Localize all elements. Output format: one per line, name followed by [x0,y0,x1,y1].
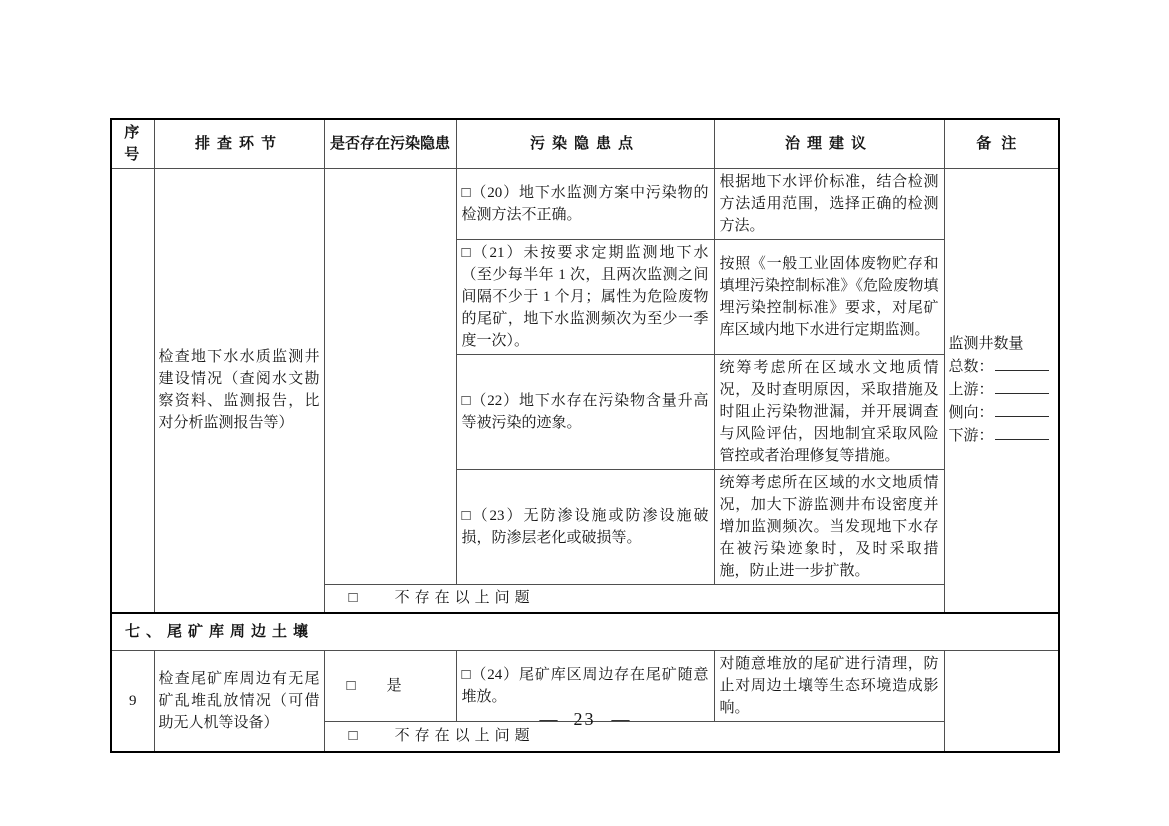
checkbox-icon[interactable]: □ [346,678,356,694]
seq-cell-group1 [111,169,154,613]
issue-text: （22）地下水存在污染物含量升高等被污染的迹象。 [461,393,709,431]
advice-cell-24: 对随意堆放的尾矿进行清理，防止对周边土壤等生态环境造成影响。 [714,651,944,722]
checkbox-icon[interactable]: □ [461,508,473,524]
step-cell-9: 检查尾矿库周边有无尾矿乱堆乱放情况（可借助无人机等设备） [154,651,324,752]
table-header-row [111,119,1059,169]
footer-dash-left: — [539,709,558,729]
checkbox-icon[interactable]: □ [461,185,472,201]
fill-in-blank[interactable] [995,358,1049,371]
checkbox-icon[interactable]: □ [461,245,473,261]
header-advice: 治理建议 [714,119,944,169]
header-seq: 序号 [111,119,154,169]
yes-label: 是 [386,678,402,694]
inspection-checklist-table [110,118,1060,753]
remark-label-total: 总数： [948,358,994,375]
advice-cell-21: 按照《一般工业固体废物贮存和填埋污染控制标准》《危险废物填埋污染控制标准》要求，对尾矿库区域内地下水进行定期监测。 [714,240,944,355]
remark-label-side: 侧向： [948,404,994,421]
seq-cell-9: 9 [111,651,154,752]
issue-text: （20）地下水监测方案中污染物的检测方法不正确。 [461,185,709,223]
fill-in-blank[interactable] [995,427,1049,440]
exists-cell-group1 [324,169,456,585]
table-row [111,169,1059,240]
checkbox-icon[interactable]: □ [348,728,358,745]
step-cell-group1: 检查地下水水质监测井建设情况（查阅水文勘察资料、监测报告，比对分析监测报告等） [154,169,324,613]
no-issue-label: 不存在以上问题 [394,728,535,745]
issue-cell-20 [456,169,714,240]
issue-cell-23 [456,470,714,585]
page-number: — 23 — [0,706,1169,732]
checkbox-icon[interactable]: □ [348,590,358,607]
section-title: 七、尾矿库周边土壤 [111,613,1059,651]
no-issue-cell-group1 [324,585,944,613]
header-issue: 污染隐患点 [456,119,714,169]
checkbox-icon[interactable]: □ [461,667,472,683]
remark-title: 监测井数量 [948,335,1024,352]
issue-text: （24）尾矿库区周边存在尾矿随意堆放。 [461,667,709,705]
advice-cell-23: 统筹考虑所在区域的水文地质情况，加大下游监测井布设密度并增加监测频次。当发现地下水存在被污染迹象时，及时采取措施，防止进一步扩散。 [714,470,944,585]
issue-cell-21 [456,240,714,355]
no-issue-label: 不存在以上问题 [394,590,535,607]
advice-cell-20: 根据地下水评价标准，结合检测方法适用范围，选择正确的检测方法。 [714,169,944,240]
remark-cell-9 [944,651,1059,752]
header-remark: 备注 [944,119,1059,169]
checkbox-icon[interactable]: □ [461,393,472,409]
issue-text: （21）未按要求定期监测地下水（至少每半年 1 次，且两次监测之间间隔不少于 1 个月；属性为危险废物的尾矿，地下水监测频次为至少一季度一次）。 [461,245,709,349]
fill-in-blank[interactable] [995,381,1049,394]
footer-dash-right: — [611,709,630,729]
fill-in-blank[interactable] [995,404,1049,417]
header-step: 排查环节 [154,119,324,169]
header-exists: 是否存在污染隐患 [324,119,456,169]
remark-label-upstream: 上游： [948,381,994,398]
issue-cell-22 [456,355,714,470]
remark-label-downstream: 下游： [948,427,994,444]
remark-cell-group1 [944,169,1059,613]
section-header-row [111,613,1059,651]
advice-cell-22: 统筹考虑所在区域水文地质情况，及时查明原因，采取措施及时阻止污染物泄漏，并开展调查与风险评估，因地制宜采取风险管控或者治理修复等措施。 [714,355,944,470]
issue-text: （23）无防渗设施或防渗设施破损，防渗层老化或破损等。 [461,508,709,546]
